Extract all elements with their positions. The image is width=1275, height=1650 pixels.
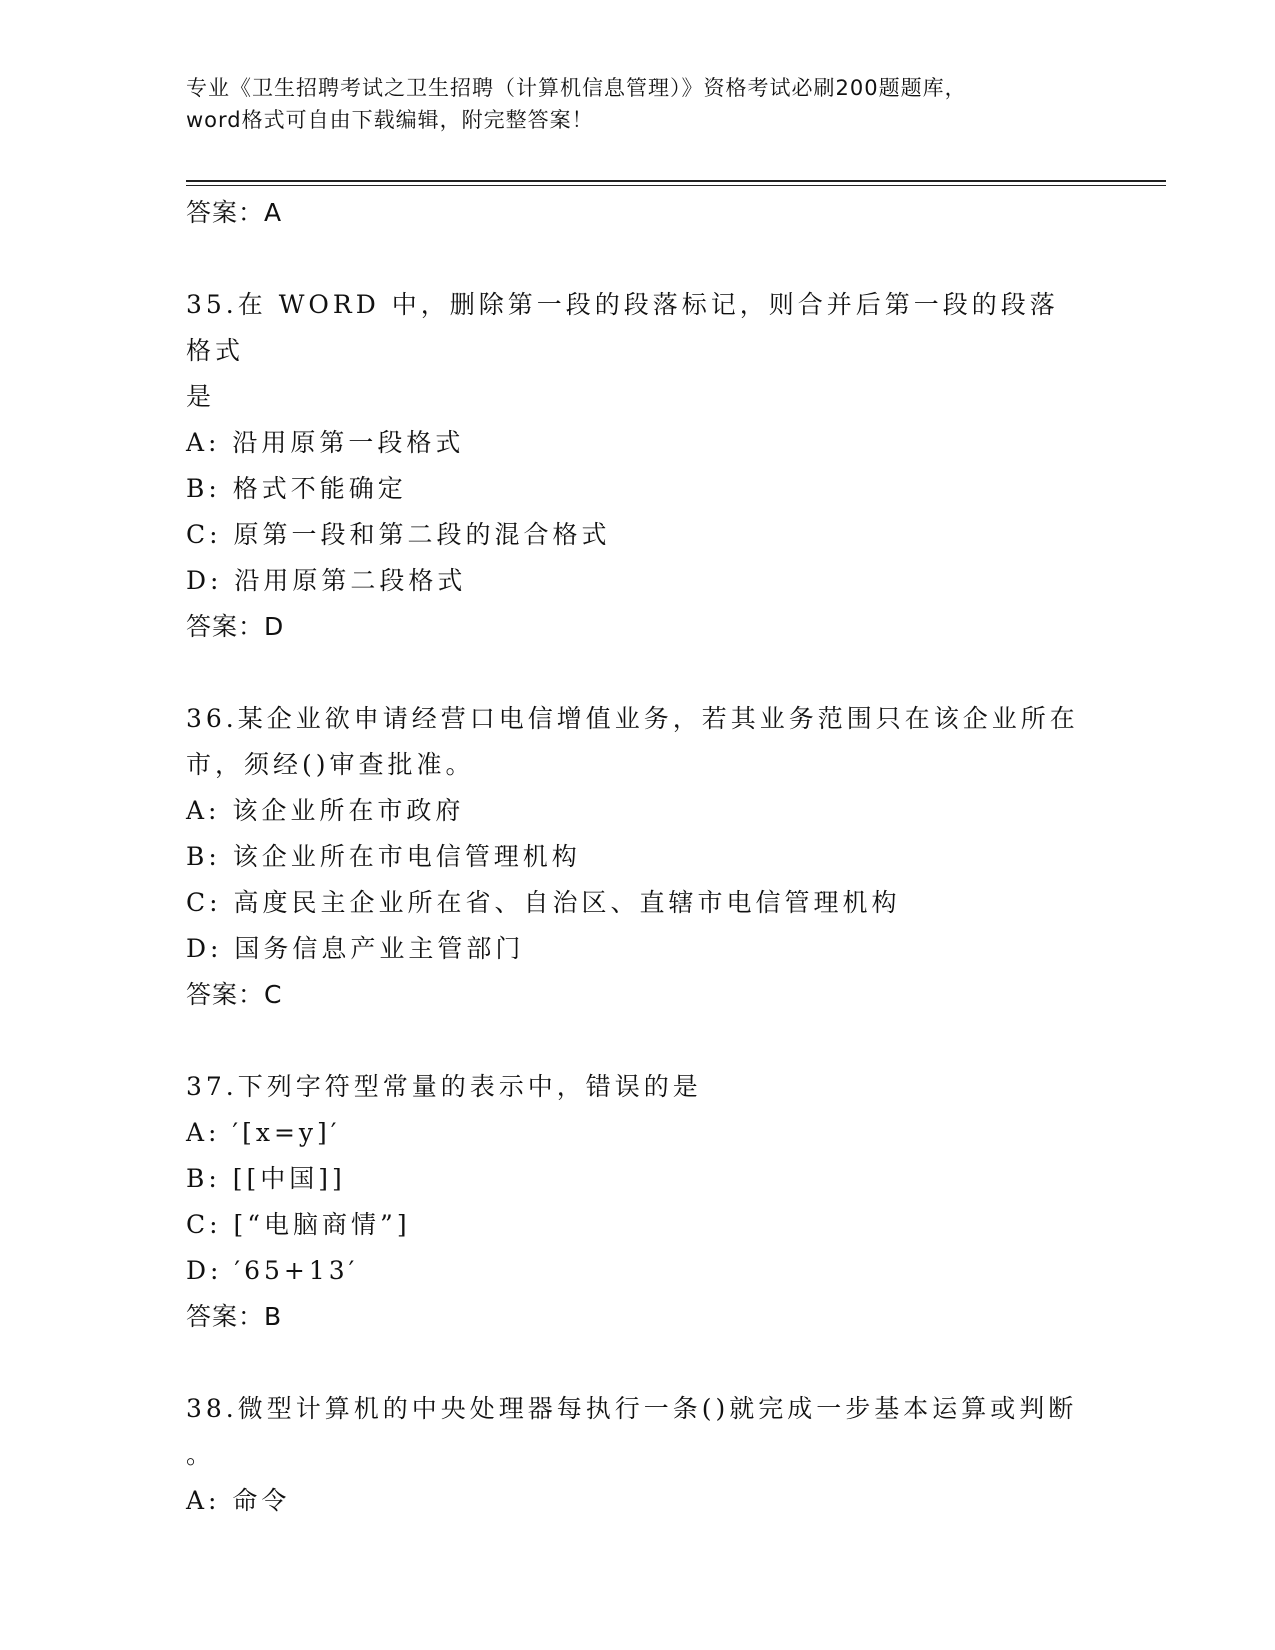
header-divider-thick [186,180,1166,182]
answer-line: 答案：C [186,980,283,1009]
question-35 [186,282,1086,650]
option-b: B: 格式不能确定 [186,474,407,503]
question-37 [186,1064,1086,1340]
option-d: D: ′65+13′ [186,1256,359,1285]
question-text: 35.在 WORD 中，删除第一段的段落标记，则合并后第一段的段落格式 [186,290,1059,365]
answer-line: 答案：B [186,1302,283,1331]
spacer [186,650,1086,696]
question-38 [186,1386,1086,1524]
question-text: 37.下列字符型常量的表示中，错误的是 [186,1072,702,1101]
spacer [186,1018,1086,1064]
question-text-continued: 。 [186,1440,216,1469]
option-b: B: 该企业所在市电信管理机构 [186,842,581,871]
option-a: A: ′[x=y]′ [186,1118,341,1147]
option-a: A: 该企业所在市政府 [186,796,465,825]
page-header [186,72,1086,136]
document-body [186,190,1086,1524]
question-text: 38.微型计算机的中央处理器每执行一条()就完成一步基本运算或判断 [186,1394,1078,1423]
option-c: C: [“电脑商情”] [186,1210,411,1239]
question-text-continued: 是 [186,382,216,411]
option-b: B: [[中国]] [186,1164,346,1193]
answer-line: 答案：D [186,612,285,641]
question-text-continued: 市，须经()审查批准。 [186,750,475,779]
option-d: D: 国务信息产业主管部门 [186,934,525,963]
spacer [186,236,1086,282]
option-c: C: 原第一段和第二段的混合格式 [186,520,611,549]
header-line-2: word格式可自由下载编辑，附完整答案！ [186,108,594,132]
answer-line: 答案：A [186,198,283,227]
question-text: 36.某企业欲申请经营口电信增值业务，若其业务范围只在该企业所在 [186,704,1079,733]
option-c: C: 高度民主企业所在省、自治区、直辖市电信管理机构 [186,888,901,917]
spacer [186,1340,1086,1386]
option-a: A: 命令 [186,1486,291,1515]
question-36 [186,696,1086,1018]
option-d: D: 沿用原第二段格式 [186,566,467,595]
header-line-1: 专业《卫生招聘考试之卫生招聘（计算机信息管理）》资格考试必刷200题题库， [186,76,967,100]
option-a: A: 沿用原第一段格式 [186,428,465,457]
header-divider-thin [186,185,1166,186]
